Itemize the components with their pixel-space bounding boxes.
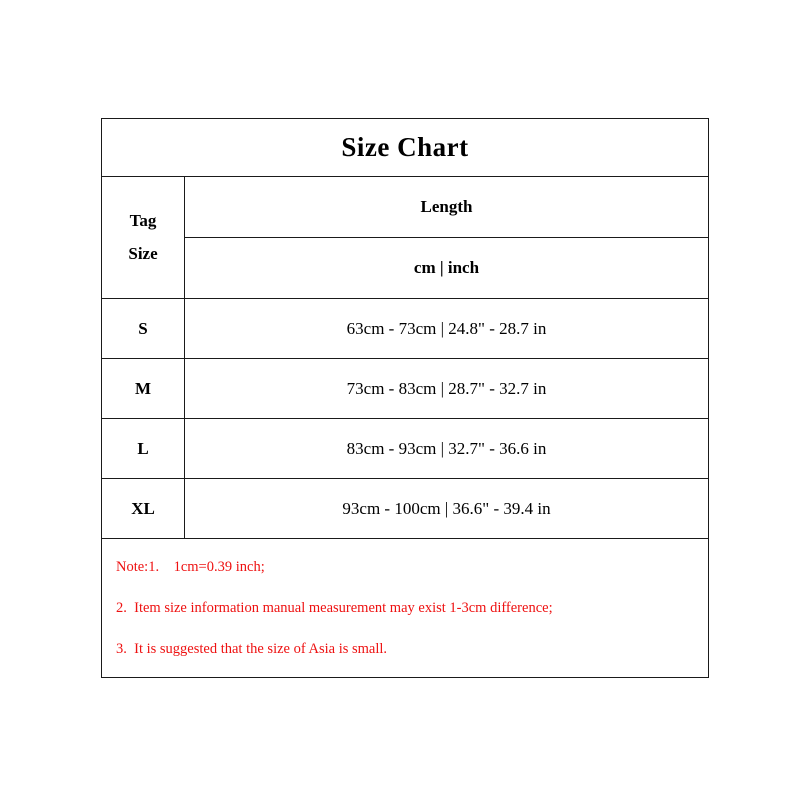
unit-header: cm | inch [185,238,709,299]
length-header: Length [185,177,709,238]
row-length: 63cm - 73cm | 24.8" - 28.7 in [185,299,709,359]
tag-size-header-line2: Size [128,243,158,263]
note-line-3: 3. It is suggested that the size of Asia is small. [116,640,388,657]
table-row [102,299,708,359]
row-length: 73cm - 83cm | 28.7" - 32.7 in [185,359,709,419]
table-row [102,479,708,539]
tag-size-header-line1: Tag [129,211,157,231]
size-table [102,177,708,539]
table-row [102,359,708,419]
tag-size-header [102,177,185,299]
table-subheader-row [102,238,708,299]
row-length: 83cm - 93cm | 32.7" - 36.6 in [185,419,709,479]
note-line-1: Note:1. 1cm=0.39 inch; [116,559,265,575]
note-line-2: 2. Item size information manual measurement may exist 1-3cm difference; [116,599,553,616]
notes-section [102,539,708,670]
row-size: M [102,359,185,419]
table-header-row [102,177,708,238]
row-size: XL [102,479,185,539]
size-chart-container [101,118,709,678]
row-length: 93cm - 100cm | 36.6" - 39.4 in [185,479,709,539]
row-size: S [102,299,185,359]
chart-title-row [102,119,708,177]
row-size: L [102,419,185,479]
table-row [102,419,708,479]
page-title: Size Chart [341,132,469,162]
